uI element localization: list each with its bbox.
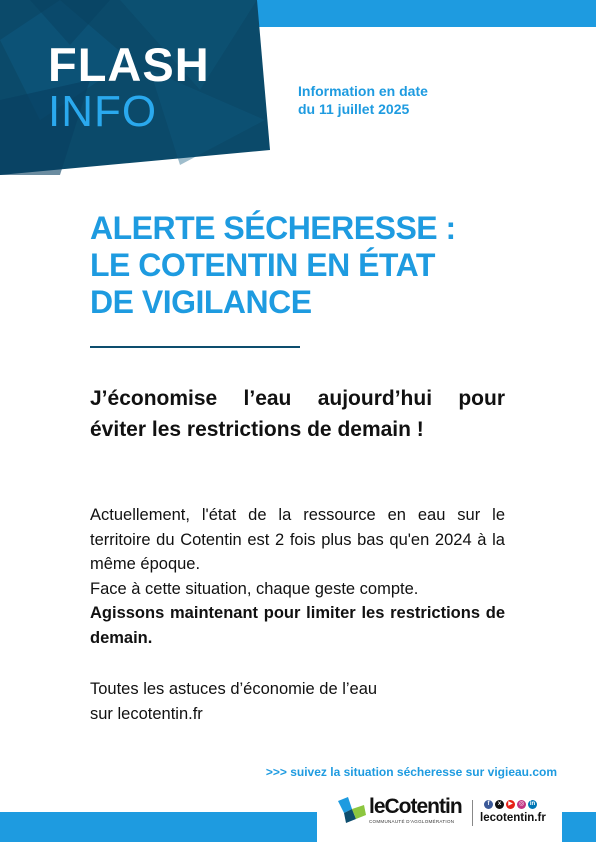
tips-line-1: Toutes les astuces d’économie de l’eau	[90, 680, 378, 698]
lecotentin-logo-icon	[336, 795, 368, 830]
body-text	[90, 503, 505, 650]
linkedin-icon[interactable]: in	[529, 801, 536, 807]
headline-line-2: LE COTENTIN EN ÉTAT	[90, 247, 435, 283]
info-date	[298, 82, 518, 118]
youtube-icon[interactable]: ▶	[506, 800, 515, 809]
vigieau-link[interactable]: >>> suivez la situation sécheresse sur vigieau.com	[265, 765, 557, 779]
info-title: INFO	[48, 87, 158, 136]
logo-wordmark: leCotentin	[369, 795, 462, 818]
body-paragraph-1: Actuellement, l'état de la ressource en eau sur le territoire du Cotentin est 2 fois plus bas qu'en 2024 à la même époque.	[90, 506, 505, 573]
headline-line-1: ALERTE SÉCHERESSE :	[90, 210, 456, 246]
logo-subtitle: COMMUNAUTÉ D'AGGLOMÉRATION	[369, 819, 455, 824]
tips-text	[90, 677, 505, 726]
flash-title: FLASH	[48, 38, 210, 91]
tips-line-2[interactable]: sur lecotentin.fr	[90, 704, 203, 723]
date-line-1: Information en date	[298, 83, 428, 99]
x-icon[interactable]: x	[495, 800, 504, 809]
subheading: J’économise l’eau aujourd’hui pour éviter les restrictions de demain !	[90, 387, 505, 441]
body-paragraph-2: Face à cette situation, chaque geste compte.	[90, 579, 419, 598]
alert-headline	[90, 210, 520, 321]
facebook-icon[interactable]: f	[484, 800, 493, 809]
divider	[90, 346, 300, 348]
instagram-icon[interactable]: ◎	[518, 801, 525, 807]
website-link[interactable]: lecotentin.fr	[480, 812, 546, 824]
bottom-accent-bar-left	[0, 812, 317, 842]
body-call-to-action: Agissons maintenant pour limiter les restrictions de demain.	[90, 604, 505, 647]
date-line-2: du 11 juillet 2025	[298, 101, 410, 117]
bottom-accent-bar-right	[562, 812, 596, 842]
headline-line-3: DE VIGILANCE	[90, 284, 312, 320]
social-icons	[484, 800, 537, 809]
top-accent-bar	[250, 0, 596, 27]
footer-divider	[472, 800, 473, 826]
